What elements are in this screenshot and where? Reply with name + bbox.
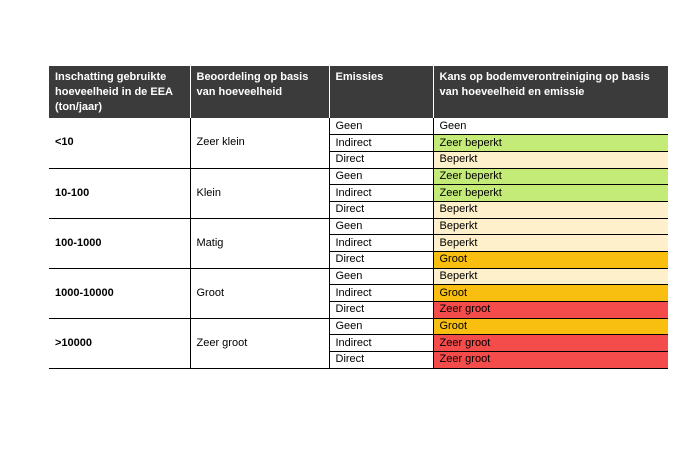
emission-cell: Direct bbox=[329, 151, 433, 168]
emission-cell: Geen bbox=[329, 218, 433, 235]
header-amount: Inschatting gebruikte hoeveelheid in de EEA (ton/jaar) bbox=[49, 66, 190, 118]
assessment-cell: Zeer groot bbox=[190, 318, 329, 368]
emission-cell: Geen bbox=[329, 268, 433, 285]
assessment-cell: Klein bbox=[190, 168, 329, 218]
emission-cell: Direct bbox=[329, 352, 433, 369]
emission-cell: Direct bbox=[329, 302, 433, 319]
header-row bbox=[49, 66, 668, 118]
risk-cell: Geen bbox=[433, 118, 668, 135]
emission-cell: Geen bbox=[329, 318, 433, 335]
amount-cell: 10-100 bbox=[49, 168, 190, 218]
table-row bbox=[49, 318, 668, 335]
risk-cell: Beperkt bbox=[433, 218, 668, 235]
header-assessment: Beoordeling op basis van hoeveelheid bbox=[190, 66, 329, 118]
amount-cell: 1000-10000 bbox=[49, 268, 190, 318]
amount-cell: 100-1000 bbox=[49, 218, 190, 268]
risk-cell: Zeer groot bbox=[433, 335, 668, 352]
amount-cell: <10 bbox=[49, 118, 190, 168]
risk-table bbox=[49, 66, 668, 369]
header-risk: Kans op bodemverontreiniging op basis van hoeveelheid en emissie bbox=[433, 66, 668, 118]
emission-cell: Indirect bbox=[329, 185, 433, 202]
table-row bbox=[49, 268, 668, 285]
risk-cell: Zeer groot bbox=[433, 302, 668, 319]
emission-cell: Direct bbox=[329, 201, 433, 218]
risk-cell: Groot bbox=[433, 318, 668, 335]
risk-cell: Beperkt bbox=[433, 201, 668, 218]
table-row bbox=[49, 168, 668, 185]
emission-cell: Indirect bbox=[329, 235, 433, 252]
risk-cell: Zeer beperkt bbox=[433, 168, 668, 185]
risk-cell: Beperkt bbox=[433, 151, 668, 168]
emission-cell: Indirect bbox=[329, 285, 433, 302]
risk-cell: Groot bbox=[433, 252, 668, 269]
risk-cell: Groot bbox=[433, 285, 668, 302]
table-body bbox=[49, 118, 668, 368]
emission-cell: Indirect bbox=[329, 335, 433, 352]
risk-cell: Zeer groot bbox=[433, 352, 668, 369]
risk-cell: Zeer beperkt bbox=[433, 135, 668, 152]
table-header bbox=[49, 66, 668, 118]
risk-cell: Beperkt bbox=[433, 268, 668, 285]
risk-cell: Beperkt bbox=[433, 235, 668, 252]
emission-cell: Geen bbox=[329, 118, 433, 135]
amount-cell: >10000 bbox=[49, 318, 190, 368]
table-row bbox=[49, 118, 668, 135]
risk-cell: Zeer beperkt bbox=[433, 185, 668, 202]
emission-cell: Geen bbox=[329, 168, 433, 185]
table-row bbox=[49, 218, 668, 235]
assessment-cell: Groot bbox=[190, 268, 329, 318]
emission-cell: Indirect bbox=[329, 135, 433, 152]
assessment-cell: Matig bbox=[190, 218, 329, 268]
emission-cell: Direct bbox=[329, 252, 433, 269]
header-emissions: Emissies bbox=[329, 66, 433, 118]
assessment-cell: Zeer klein bbox=[190, 118, 329, 168]
